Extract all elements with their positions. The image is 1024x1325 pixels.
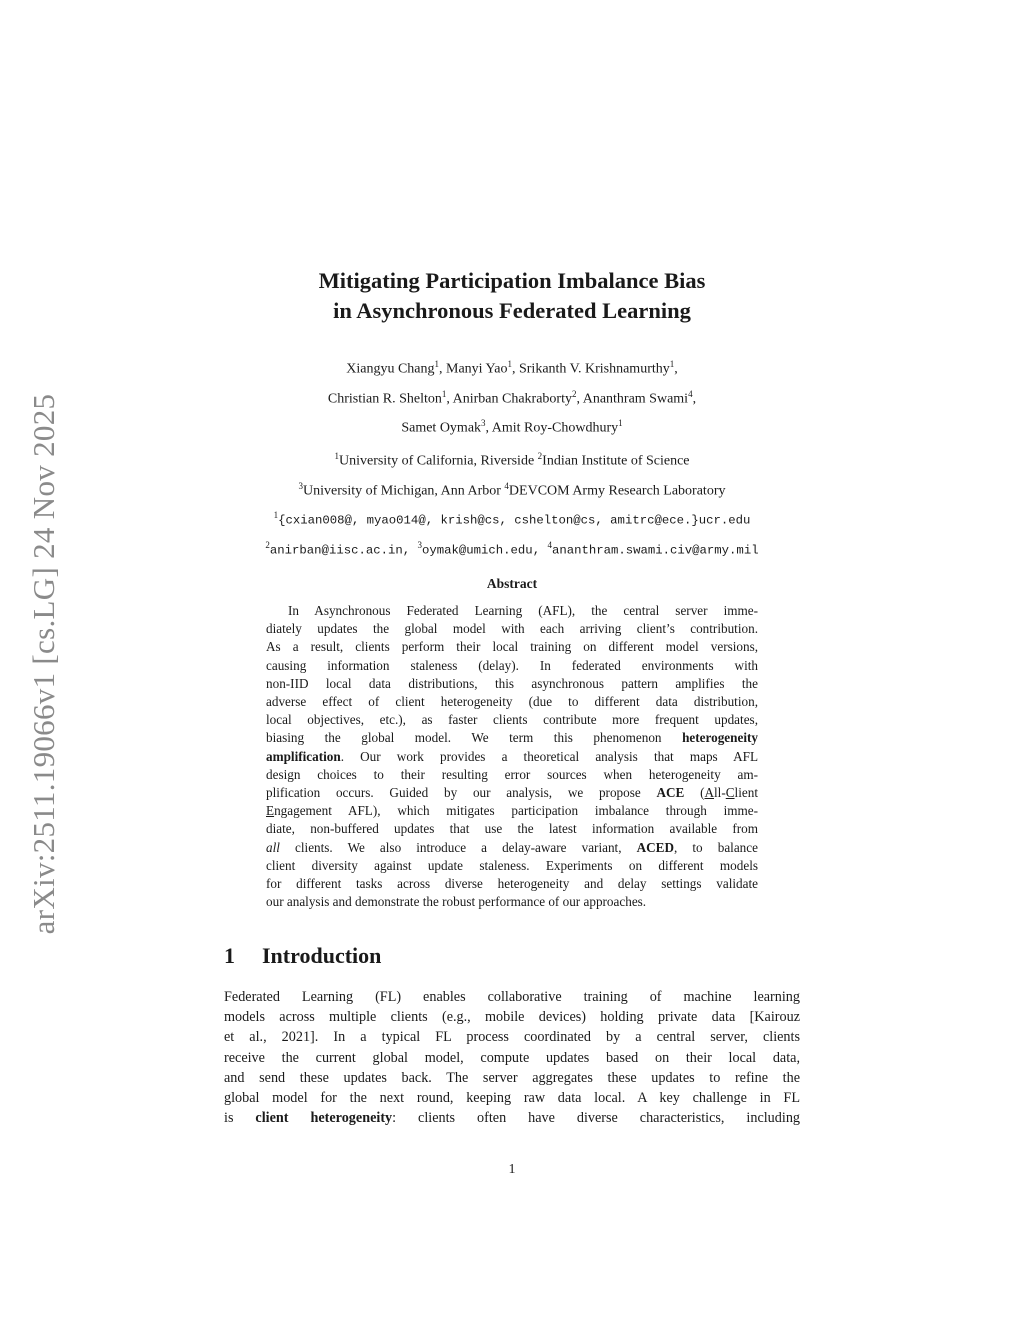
abstract-text: biasing the global model. We term this phenomenon (266, 730, 683, 746)
acronym-letter: E (266, 803, 275, 819)
abstract-line: diate, non-buffered updates that use the latest information available from (266, 821, 758, 837)
abstract-text: , to balance (673, 839, 758, 855)
email-line (224, 503, 800, 533)
affiliation-mark: 4 (504, 480, 509, 491)
affiliation-name: DEVCOM Army Research Laboratory (508, 483, 726, 499)
abstract-line: our analysis and demonstrate the robust performance of our approaches. (266, 894, 647, 910)
section-number: 1 (224, 943, 235, 968)
intro-line: global model for the next round, keeping raw data local. A key challenge in FL (224, 1090, 800, 1107)
author-name: Xiangyu Chang (346, 361, 435, 377)
author-affiliation-mark: 1 (507, 359, 512, 369)
author-separator: , (485, 420, 492, 436)
affiliation-mark: 3 (417, 539, 422, 550)
intro-line: receive the current global model, compute updates based on their local data, (224, 1049, 800, 1066)
introduction-body (224, 987, 800, 1128)
affiliation-line (224, 444, 800, 474)
term-heterogeneity: heterogeneity (682, 730, 758, 746)
abstract-line: local objectives, etc.), as faster clients contribute more frequent updates, (266, 712, 758, 728)
acronym-letter: C (725, 785, 735, 801)
intro-line: et al., 2021]. In a typical FL process coordinated by a central server, clients (224, 1029, 800, 1046)
author-separator: , (439, 361, 447, 377)
abstract-text: ll- (714, 785, 726, 801)
author-separator: , (511, 361, 519, 377)
author-affiliation-mark: 3 (481, 418, 486, 429)
abstract-line: for different tasks across diverse heterogeneity and delay settings validate (266, 876, 758, 892)
author-affiliation-mark: 1 (669, 359, 675, 369)
affiliation-name: University of Michigan, Ann Arbor (303, 483, 505, 499)
abstract-text: clients. We also introduce a delay-aware variant, (279, 839, 637, 855)
author-affiliation-mark: 2 (571, 388, 577, 399)
author-separator: , (692, 391, 697, 407)
abstract-line (266, 784, 758, 802)
acronym-letter: A (704, 785, 715, 801)
author-separator: , (674, 361, 678, 377)
affiliation-mark: 3 (298, 480, 303, 491)
abstract-line: non-IID local data distributions, this asynchronous pattern amplifies the (266, 675, 758, 691)
abstract-line: As a result, clients perform their local training on different model versions, (266, 639, 758, 655)
author-name: Ananthram Swami (582, 391, 689, 407)
affiliation-mark: 2 (537, 451, 543, 461)
title-line: in Asynchronous Federated Learning (333, 298, 691, 323)
intro-line (224, 1108, 800, 1128)
abstract-text: . Our work provides a theoretical analysis that maps AFL (340, 748, 758, 764)
term-ace: ACE (656, 785, 685, 801)
emphasis-all: all (266, 839, 280, 855)
abstract-text: ngagement AFL), which mitigates participation imbalance through imme- (274, 803, 758, 819)
term-client-heterogeneity: client heterogeneity (255, 1110, 393, 1127)
arxiv-identifier-stamp: arXiv:2511.19066v1 [cs.LG] 24 Nov 2025 (26, 393, 61, 935)
abstract-body (266, 602, 758, 911)
email-address: ananthram.swami.civ@army.mil (551, 543, 759, 558)
paper-title (224, 266, 800, 326)
author-name: Christian R. Shelton (327, 391, 442, 407)
author-list (224, 352, 800, 441)
affiliation-name: Indian Institute of Science (542, 453, 690, 469)
abstract-heading: Abstract (486, 576, 538, 591)
author-line (224, 382, 800, 412)
author-name: Srikanth V. Krishnamurthy (518, 361, 670, 377)
intro-line: Federated Learning (FL) enables collaborative training of machine learning (224, 989, 800, 1005)
title-line: Mitigating Participation Imbalance Bias (318, 268, 706, 293)
email-address: {cxian008@, myao014@, krish@cs, cshelton@cs, amitrc@ece.}ucr.edu (278, 513, 751, 528)
author-affiliation-mark: 1 (441, 388, 447, 399)
author-separator: , (576, 391, 583, 407)
abstract-line (266, 729, 758, 747)
author-name: Amit Roy-Chowdhury (491, 420, 619, 436)
email-address: anirban@iisc.ac.in, (269, 543, 418, 558)
abstract-line: design choices to their resulting error sources when heterogeneity am- (266, 766, 758, 782)
email-line (224, 533, 800, 563)
intro-line: and send these updates back. The server aggregates these updates to refine the (224, 1069, 800, 1086)
affiliation-line (224, 474, 800, 504)
section-heading (224, 943, 800, 969)
abstract-text: lient (734, 785, 758, 801)
abstract-text: ( (684, 785, 705, 801)
author-affiliation-mark: 1 (618, 418, 623, 429)
affiliation-mark: 4 (547, 539, 552, 550)
abstract-line (266, 748, 758, 766)
abstract-line: In Asynchronous Federated Learning (AFL), the central server imme- (288, 603, 758, 618)
affiliation-mark: 1 (273, 510, 279, 521)
author-name: Samet Oymak (401, 420, 482, 436)
author-line (224, 411, 800, 441)
author-name: Anirban Chakraborty (452, 391, 572, 407)
affiliation-mark: 1 (334, 451, 339, 461)
author-affiliation-mark: 4 (688, 388, 693, 399)
intro-line: models across multiple clients (e.g., mobile devices) holding private data [Kairouz (224, 1009, 800, 1026)
abstract-line: diately updates the global model with each arriving client’s contribution. (266, 621, 758, 637)
email-address: oymak@umich.edu, (422, 543, 548, 558)
author-affiliation-mark: 1 (434, 359, 440, 369)
term-aced: ACED (636, 839, 674, 855)
abstract-line (266, 839, 758, 857)
abstract-line: causing information staleness (delay). In federated environments with (266, 657, 758, 673)
abstract-text: plification occurs. Guided by our analysis, we propose (266, 785, 657, 801)
affiliations-block (224, 444, 800, 563)
intro-text: : clients often have diverse characteristics, including (392, 1110, 801, 1127)
abstract-line: client diversity against update staleness. Experiments on different models (266, 857, 758, 873)
page-number: 1 (508, 1162, 516, 1177)
section-title: Introduction (262, 943, 382, 968)
author-line (224, 352, 800, 382)
intro-text: is (224, 1110, 256, 1127)
affiliation-mark: 2 (265, 539, 270, 550)
author-name: Manyi Yao (446, 361, 508, 377)
affiliation-name: University of California, Riverside (338, 453, 538, 469)
author-separator: , (446, 391, 453, 407)
abstract-line: adverse effect of client heterogeneity (due to different data distribution, (266, 694, 758, 710)
term-amplification: amplification (266, 748, 341, 764)
abstract-line (266, 802, 758, 820)
